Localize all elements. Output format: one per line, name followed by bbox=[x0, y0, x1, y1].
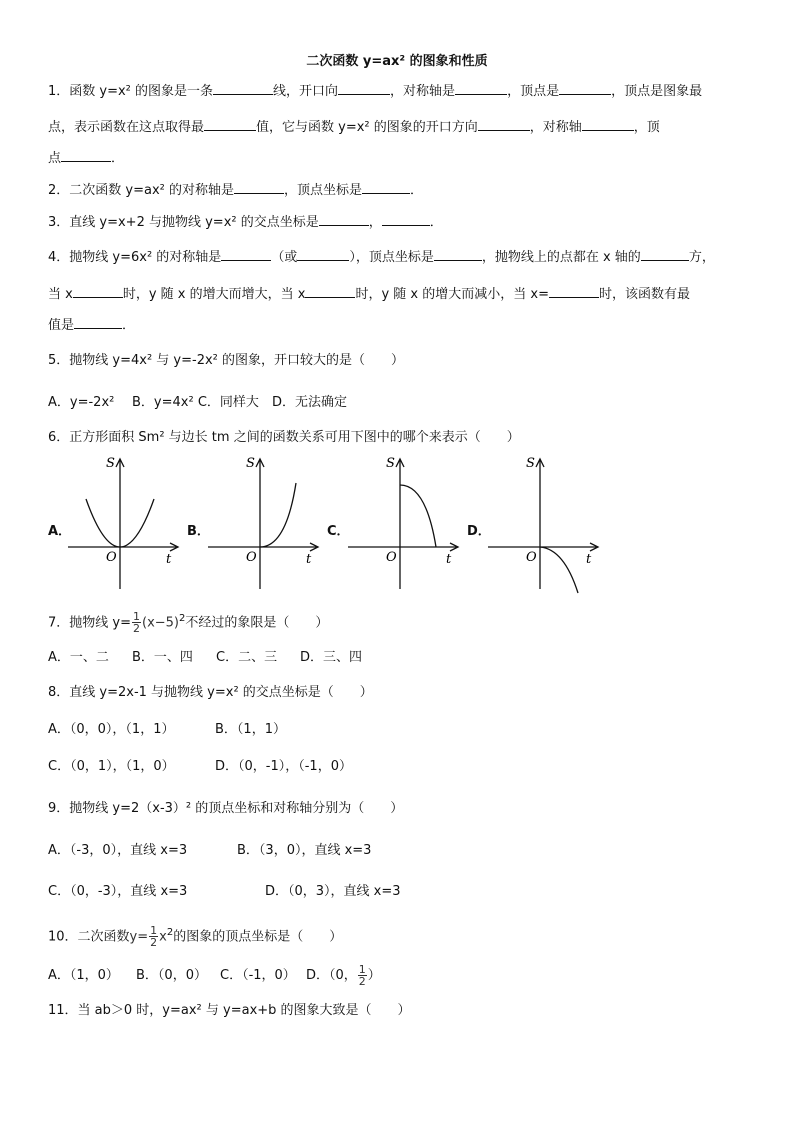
parabola-curve bbox=[540, 547, 578, 593]
question-8-stem: 8．直线 y=2x-1 与抛物线 y=x² 的交点坐标是（ ） bbox=[48, 685, 373, 700]
option-d[interactable]: D．（0，-1），（-1，0） bbox=[215, 759, 352, 774]
graph-a-label[interactable]: A． bbox=[48, 524, 72, 539]
option-b[interactable]: B．（3，0），直线 x=3 bbox=[237, 843, 372, 858]
option-b[interactable]: B．一、四 bbox=[132, 650, 193, 665]
blank bbox=[434, 248, 482, 261]
blank bbox=[305, 285, 355, 298]
option-d[interactable]: D．（0， $\frac{1}{2}$ ） bbox=[306, 963, 381, 988]
question-5-stem: 5．抛物线 y=4x² 与 y=-2x² 的图象，开口较大的是（ ） bbox=[48, 353, 405, 368]
blank bbox=[641, 248, 689, 261]
question-9-options-row-2 bbox=[48, 883, 401, 901]
parabola-curve bbox=[260, 483, 296, 547]
page-title: 二次函数 y=ax² 的图象和性质 bbox=[306, 54, 488, 69]
axis-label-t: t bbox=[166, 552, 172, 567]
option-b-c[interactable]: B．y=4x² C．同样大 bbox=[132, 395, 259, 410]
blank bbox=[213, 82, 273, 95]
blank bbox=[338, 82, 390, 95]
question-8-options-row-2 bbox=[48, 758, 352, 776]
blank bbox=[382, 213, 430, 226]
question-7-stem: 7．抛物线 y= $\frac{1}{2}$ $(x-5)^2$不经过的象限是（ ） bbox=[48, 610, 329, 636]
option-c[interactable]: C．二、三 bbox=[216, 650, 278, 665]
question-11-stem: 11．当 ab＞0 时，y=ax² 与 y=ax+b 的图象大致是（ ） bbox=[48, 1003, 411, 1018]
axis-label-t: t bbox=[446, 552, 452, 567]
origin-label: O bbox=[386, 550, 397, 565]
blank bbox=[455, 82, 507, 95]
option-a[interactable]: A．y=-2x² bbox=[48, 395, 115, 410]
question-1-line-2: 点，表示函数在这点取得最 值，它与函数 y=x² 的图象的开口方向 ，对称轴 ，顶 bbox=[48, 120, 660, 135]
question-1-line-1: 1．函数 y=x² 的图象是一条 线，开口向 ，对称轴是 ，顶点是 ，顶点是图象最 bbox=[48, 84, 703, 99]
fraction: $\frac{1}{2}$ bbox=[358, 963, 366, 988]
question-8-options-row-1 bbox=[48, 721, 286, 739]
option-c[interactable]: C．（0，1），（1，0） bbox=[48, 759, 175, 774]
blank bbox=[559, 82, 611, 95]
question-1-line-3: 点 ． bbox=[48, 151, 125, 166]
option-a[interactable]: A．（0，0），（1，1） bbox=[48, 722, 175, 737]
graph-d-label[interactable]: D． bbox=[467, 524, 491, 539]
option-a[interactable]: A．（1，0） bbox=[48, 968, 119, 983]
question-5-options bbox=[48, 394, 347, 412]
blank bbox=[74, 316, 122, 329]
blank bbox=[582, 118, 634, 131]
question-10-stem: 10．二次函数y= $\frac{1}{2}$ $x^2$的图象的顶点坐标是（ ） bbox=[48, 924, 343, 950]
question-4-line-3: 值是 ． bbox=[48, 318, 136, 333]
option-d[interactable]: D．（0，3），直线 x=3 bbox=[265, 884, 401, 899]
blank bbox=[221, 248, 271, 261]
question-9-options-row-1 bbox=[48, 842, 371, 860]
question-4-line-1: 4．抛物线 y=6x² 的对称轴是 （或 ），顶点坐标是 ，抛物线上的点都在 x 轴的 方， bbox=[48, 250, 715, 265]
origin-label: O bbox=[246, 550, 257, 565]
axis-label-t: t bbox=[586, 552, 592, 567]
option-a[interactable]: A．一、二 bbox=[48, 650, 109, 665]
axis-label-s: S bbox=[526, 456, 535, 471]
axis-label-t: t bbox=[306, 552, 312, 567]
question-10-options bbox=[48, 964, 381, 987]
question-9-stem: 9．抛物线 y=2（x-3）² 的顶点坐标和对称轴分别为（ ） bbox=[48, 801, 404, 816]
option-d[interactable]: D．三、四 bbox=[300, 650, 363, 665]
graph-c-label[interactable]: C． bbox=[327, 524, 350, 539]
fraction: $\frac{1}{2}$ bbox=[150, 924, 158, 950]
graph-a[interactable] bbox=[66, 455, 186, 595]
blank bbox=[73, 285, 123, 298]
graph-b[interactable] bbox=[206, 455, 326, 595]
blank bbox=[204, 118, 256, 131]
blank bbox=[362, 181, 410, 194]
question-4-line-2: 当 x 时，y 随 x 的增大而增大，当 x 时，y 随 x 的增大而减小，当 x= 时，该函数有最 bbox=[48, 287, 690, 302]
option-b[interactable]: B．（1，1） bbox=[215, 722, 286, 737]
graph-c[interactable] bbox=[346, 455, 466, 595]
option-c[interactable]: C．（-1，0） bbox=[220, 968, 296, 983]
blank bbox=[61, 149, 111, 162]
blank bbox=[319, 213, 369, 226]
parabola-curve bbox=[400, 485, 436, 547]
blank bbox=[478, 118, 530, 131]
option-d[interactable]: D．无法确定 bbox=[272, 395, 348, 410]
axis-label-s: S bbox=[106, 456, 115, 471]
blank bbox=[297, 248, 349, 261]
option-a[interactable]: A．（-3，0），直线 x=3 bbox=[48, 843, 188, 858]
origin-label: O bbox=[526, 550, 537, 565]
fraction: $\frac{1}{2}$ bbox=[133, 610, 140, 636]
blank bbox=[234, 181, 284, 194]
origin-label: O bbox=[106, 550, 117, 565]
axis-label-s: S bbox=[386, 456, 395, 471]
blank bbox=[549, 285, 599, 298]
option-c[interactable]: C．（0，-3），直线 x=3 bbox=[48, 884, 188, 899]
graph-b-label[interactable]: B． bbox=[187, 524, 210, 539]
axis-label-s: S bbox=[246, 456, 255, 471]
question-7-options bbox=[48, 649, 362, 667]
graph-d[interactable] bbox=[486, 455, 606, 595]
question-6-stem: 6．正方形面积 Sm² 与边长 tm 之间的函数关系可用下图中的哪个来表示（ ） bbox=[48, 430, 520, 445]
question-3: 3．直线 y=x+2 与抛物线 y=x² 的交点坐标是 ， ． bbox=[48, 215, 443, 230]
option-b[interactable]: B．（0，0） bbox=[136, 968, 207, 983]
question-2: 2．二次函数 y=ax² 的对称轴是 ，顶点坐标是 ． bbox=[48, 183, 424, 198]
